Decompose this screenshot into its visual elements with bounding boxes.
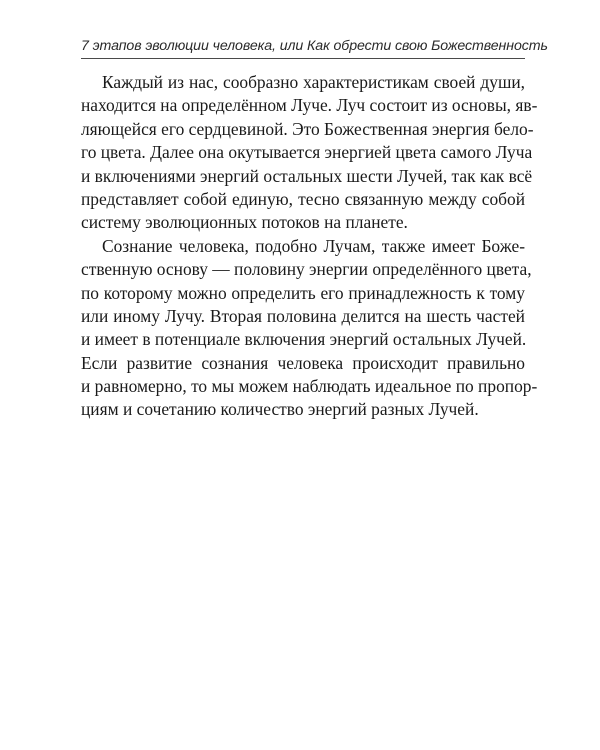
text-line: ляющейся его сердцевиной. Это Божественная энергия бело- <box>81 118 534 139</box>
text-line: или иному Лучу. Вторая половина делится на шесть частей <box>81 305 525 326</box>
text-line: Каждый из нас, сообразно характеристикам своей души, <box>102 72 525 92</box>
paragraph-2 <box>81 235 538 422</box>
text-line: и включениями энергий остальных шести Лучей, так как всё <box>81 165 533 186</box>
text-line: и имеет в потенциале включения энергий остальных Лучей. <box>81 329 527 350</box>
body-text <box>81 71 538 422</box>
text-line: ственную основу — половину энергии определённого цвета, <box>81 259 532 280</box>
text-line: находится на определённом Луче. Луч состоит из основы, яв- <box>81 95 538 116</box>
text-line: и равномерно, то мы можем наблюдать идеальное по пропор- <box>81 376 538 397</box>
text-line: систему эволюционных потоков на планете. <box>81 212 408 233</box>
text-line: по которому можно определить его принадлежность к тому <box>81 282 525 303</box>
running-head-title: 7 этапов эволюции человека, или Как обрести свою Божественность <box>81 38 548 54</box>
paragraph-1 <box>81 71 538 235</box>
text-line: Сознание человека, подобно Лучам, также имеет Боже- <box>102 235 525 256</box>
header-rule <box>81 58 525 59</box>
text-line: го цвета. Далее она окутывается энергией цвета самого Луча <box>81 142 533 163</box>
text-line: циям и сочетанию количество энергий разных Лучей. <box>81 399 479 420</box>
text-line: представляет собой единую, тесно связанную между собой <box>81 188 525 209</box>
text-line: Если развитие сознания человека происходит правильно <box>81 352 525 373</box>
